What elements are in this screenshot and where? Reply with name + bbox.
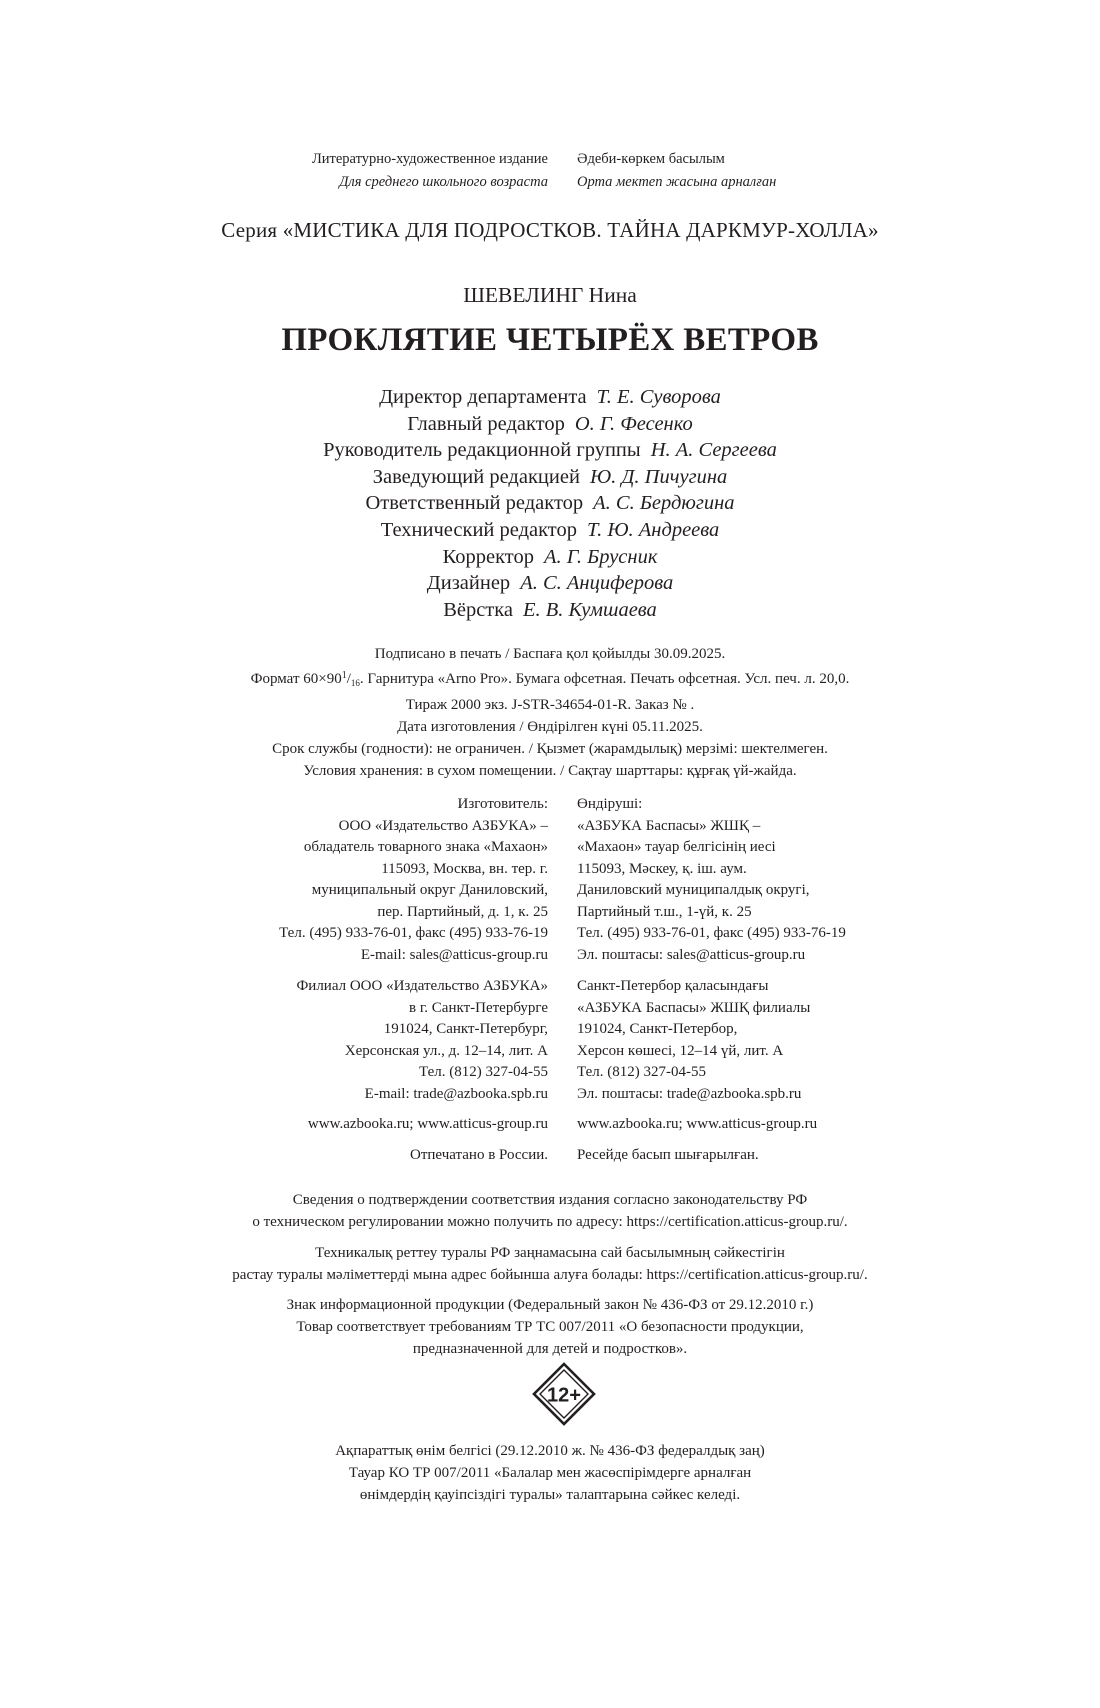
staff-name: А. Г. Брусник [543, 545, 658, 568]
format-details: . Гарнитура «Arno Pro». Бумага офсетная. Печать офсетная. Усл. печ. л. 20,0. [359, 671, 850, 687]
info-sign-kz [0, 1440, 1100, 1506]
producer-kz-line: Партийный т.ш., 1-үй, к. 25 [577, 903, 752, 920]
producer-ru-line: пер. Партийный, д. 1, к. 25 [377, 903, 548, 920]
branch-ru-line: Херсонская ул., д. 12–14, лит. А [344, 1042, 548, 1059]
branch-kz-line: 191024, Санкт-Петербор, [577, 1021, 738, 1037]
producer-kz-line: Даниловский муниципалдық округі, [577, 882, 810, 898]
staff-role: Дизайнер [426, 572, 511, 595]
producer-ru-line: ООО «Издательство АЗБУКА» – [338, 817, 548, 834]
staff-name: О. Г. Фесенко [574, 412, 693, 435]
branch-kz-line: Тел. (812) 327-04-55 [577, 1064, 706, 1080]
staff-role: Вёрстка [443, 598, 514, 621]
staff-list [0, 384, 1100, 623]
book-title: ПРОКЛЯТИЕ ЧЕТЫРЁХ ВЕТРОВ [281, 322, 819, 358]
certification-ru-line: о техническом регулировании можно получить по адресу: https://certification.atticus-group.ru/. [252, 1214, 848, 1230]
format-size: Формат 60×90 [250, 671, 342, 687]
staff-row [0, 384, 1100, 411]
format-line [0, 665, 1100, 694]
branch-kz-line: Санкт-Петербор қаласындағы [577, 978, 769, 994]
producer-kz-email: Эл. поштасы: sales@atticus-group.ru [577, 946, 806, 963]
producer-ru-email: E-mail: sales@atticus-group.ru [360, 946, 548, 963]
staff-role: Руководитель редакционной группы [323, 439, 641, 462]
certification-kz [0, 1242, 1100, 1286]
info-sign-ru-line: Знак информационной продукции (Федеральный закон № 436-ФЗ от 29.12.2010 г.) [286, 1297, 814, 1313]
staff-name: Ю. Д. Пичугина [589, 465, 728, 488]
branch-ru-line: Филиал ООО «Издательство АЗБУКА» [296, 978, 548, 994]
staff-name: А. С. Анциферова [520, 572, 674, 595]
format-denominator: 16 [350, 678, 360, 688]
producer-ru-line: 115093, Москва, вн. тер. г. [381, 860, 548, 877]
staff-row [0, 597, 1100, 624]
websites-kz: www.azbooka.ru; www.atticus-group.ru [577, 1116, 818, 1132]
genre-kz-type: Әдеби-көркем басылым [577, 151, 725, 167]
printed-in-kz: Ресейде басып шығарылған. [577, 1146, 759, 1163]
branch-ru-email: E-mail: trade@azbooka.spb.ru [364, 1085, 548, 1102]
genre-kz [577, 148, 776, 194]
signed-to-print: Подписано в печать / Баспаға қол қойылды 30.09.2025. [374, 646, 726, 662]
format-numerator: 1 [341, 670, 347, 681]
producer-ru-line: муниципальный округ Даниловский, [311, 882, 548, 898]
staff-name: Т. Е. Суворова [596, 386, 721, 408]
certification-kz-line: Техникалық реттеу туралы РФ заңнамасына сай басылымның сәйкестігін [315, 1245, 785, 1261]
staff-role: Заведующий редакцией [372, 465, 580, 488]
branch-ru-line: 191024, Санкт-Петербург, [383, 1021, 548, 1037]
staff-role: Директор департамента [379, 386, 587, 408]
staff-role: Главный редактор [407, 412, 565, 435]
info-sign-kz-line: Тауар КО ТР 007/2011 «Балалар мен жасөспірімдерге арналған [348, 1465, 752, 1481]
staff-role: Технический редактор [380, 518, 577, 541]
tirage-line: Тираж 2000 экз. J-STR-34654-01-R. Заказ № . [405, 697, 695, 713]
producer-ru [279, 794, 548, 1166]
staff-row [0, 490, 1100, 517]
genre-kz-age: Орта мектеп жасына арналған [577, 174, 777, 190]
branch-kz-line: Херсон көшесі, 12–14 үй, лит. А [577, 1042, 784, 1059]
producer-ru-line: Тел. (495) 933-76-01, факс (495) 933-76-19 [279, 925, 548, 941]
websites-ru: www.azbooka.ru; www.atticus-group.ru [307, 1116, 548, 1132]
staff-role: Ответственный редактор [365, 492, 584, 515]
series-title: Серия «МИСТИКА ДЛЯ ПОДРОСТКОВ. ТАЙНА ДАРКМУР-ХОЛЛА» [221, 218, 879, 242]
info-sign-ru-line: Товар соответствует требованиям ТР ТС 007/2011 «О безопасности продукции, [296, 1319, 804, 1335]
service-life: Срок службы (годности): не ограничен. / Қызмет (жарамдылық) мерзімі: шектелмеген. [272, 741, 828, 757]
manufacture-date: Дата изготовления / Өндірілген күні 05.11.2025. [397, 719, 703, 735]
imprint-block [0, 643, 1100, 782]
staff-name: Т. Ю. Андреева [587, 518, 720, 541]
certification-kz-line: растау туралы мәліметтерді мына адрес бойынша алуға болады: https://certification.atticus-group.ru/. [232, 1267, 868, 1283]
branch-ru-line: Тел. (812) 327-04-55 [419, 1064, 548, 1080]
age-rating-label: 12+ [547, 1384, 581, 1407]
age-rating-badge [532, 1362, 596, 1426]
branch-kz-email: Эл. поштасы: trade@azbooka.spb.ru [577, 1085, 802, 1102]
branch-ru-line: в г. Санкт-Петербурге [409, 999, 548, 1016]
printed-in-ru: Отпечатано в России. [410, 1146, 548, 1163]
info-sign-ru-line: предназначенной для детей и подростков». [412, 1341, 688, 1357]
genre-ru [312, 148, 548, 194]
certification-ru-line: Сведения о подтверждении соответствия издания согласно законодательству РФ [292, 1192, 808, 1208]
producer-kz-line: «АЗБУКА Баспасы» ЖШҚ – [577, 817, 761, 834]
producer-kz [577, 794, 846, 1166]
info-sign-ru [0, 1294, 1100, 1360]
format-slash: / [346, 671, 351, 687]
age-rating-diamond [532, 1362, 596, 1426]
producer-ru-label: Изготовитель: [457, 796, 548, 812]
producer-kz-line: «Махаон» тауар белгісінің иесі [577, 839, 776, 855]
staff-row [0, 570, 1100, 597]
staff-name: Е. В. Кумшаева [523, 598, 657, 621]
producer-kz-label: Өндіруші: [577, 796, 643, 812]
producer-kz-line: 115093, Мәскеу, қ. іш. аум. [577, 860, 747, 877]
storage-conditions: Условия хранения: в сухом помещении. / Сақтау шарттары: құрғақ үй-жайда. [303, 763, 797, 779]
genre-ru-type: Литературно-художественное издание [311, 151, 548, 167]
branch-kz-line: «АЗБУКА Баспасы» ЖШҚ филиалы [577, 999, 811, 1016]
staff-row [0, 544, 1100, 571]
producer-kz-line: Тел. (495) 933-76-01, факс (495) 933-76-19 [577, 925, 846, 941]
info-sign-kz-line: өнімдердің қауіпсіздігі туралы» талаптарына сәйкес келеді. [359, 1487, 741, 1503]
genre-ru-age: Для среднего школьного возраста [339, 174, 548, 190]
certification-ru [0, 1189, 1100, 1233]
staff-row [0, 464, 1100, 491]
staff-name: А. С. Бердюгина [593, 492, 735, 515]
staff-name: Н. А. Сергеева [650, 439, 777, 462]
staff-row [0, 437, 1100, 464]
producer-ru-line: обладатель товарного знака «Махаон» [303, 839, 548, 855]
staff-role: Корректор [442, 545, 534, 568]
staff-row [0, 411, 1100, 438]
staff-row [0, 517, 1100, 544]
author-name: ШЕВЕЛИНГ Нина [463, 283, 637, 307]
info-sign-kz-line: Ақпараттық өнім белгісі (29.12.2010 ж. № 436-ФЗ федералдық заң) [335, 1443, 765, 1459]
